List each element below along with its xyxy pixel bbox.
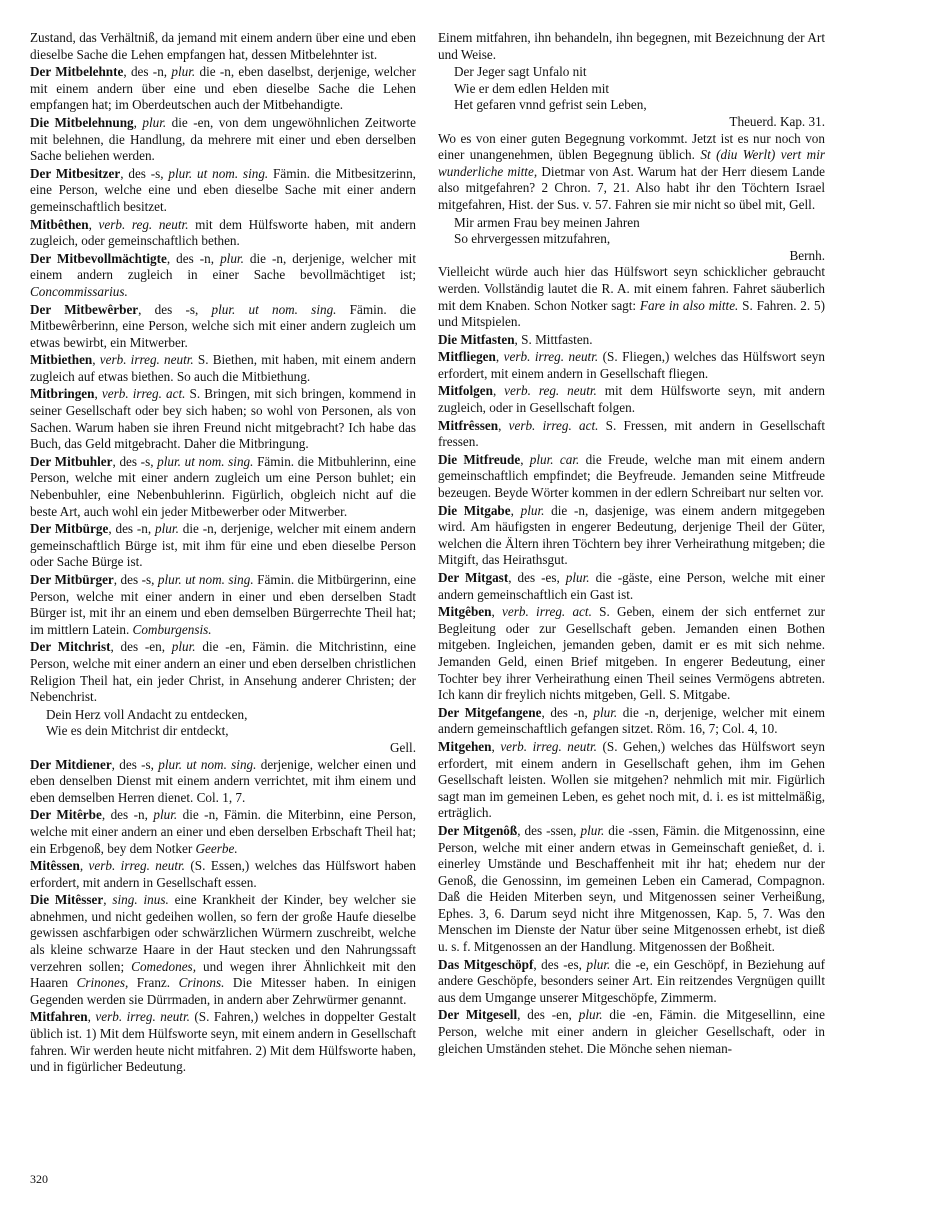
headword: Der Mitbuhler [30, 453, 113, 469]
grammar-note: verb. reg. neutr. [98, 216, 189, 232]
entry-text: , des -es, [508, 570, 566, 585]
grammar-note: verb. irreg. neutr. [95, 1009, 190, 1025]
headword: Mitfahren [30, 1009, 88, 1025]
entry-text: , des -s, [138, 301, 212, 317]
entry-text: , des -n, [108, 521, 156, 537]
headword: Der Mitbürger [30, 572, 114, 587]
headword: Die Mitgabe [438, 502, 511, 518]
entry-text: (S. Gehen,) welches das Hülfswort seyn erfordert, mit einem andern in Gesellschaft gehen, ihm im Gehen Gesellschaft leisten. Wollen sie mitgehen? nehmlich mit mir. Figürlich sagt man im gemeinen Leben, es gehet noch mit, d. i. es ist mittelmäßig, erträglich. [438, 738, 825, 821]
dictionary-entry [30, 217, 416, 250]
grammar-note: verb. irreg. neutr. [88, 858, 185, 874]
entry-text: die -gäste, eine Person, welche mit einer andern gemeinschaftlich ein Gast ist. [438, 570, 825, 602]
dictionary-entry [30, 892, 416, 1008]
verse-line: Dein Herz voll Andacht zu entdecken, [46, 706, 248, 722]
entry-text: die -en, von dem ungewöhnlichen Zeitworte mit belehnen, die Handlung, da mehrere mit einer und eben derselben Sache beliehen werden. [30, 114, 417, 164]
grammar-note: plur. [520, 502, 545, 518]
grammar-note: plur. [155, 521, 179, 537]
entry-text: Fämin. die Mitbürgerinn, eine Person, welche mit einer andern in einer und eben derselben Stadt Bürger ist, mit ihr an einem und eben demselben Bürgerrechte Theil hat; im mittlern Latein. [30, 572, 416, 637]
entry-text: die -n, Fämin. die Miterbinn, eine Person, welche mit einer andern an einer und eben derselben Erbschaft Theil hat; ein Erbgenoß, bey dem Notker [30, 807, 416, 856]
headword: Der Mitbesitzer [30, 165, 121, 181]
entry-text: , des -ssen, [517, 822, 581, 838]
right-column [438, 30, 825, 1058]
grammar-note: Crinons. [178, 975, 225, 991]
dictionary-entry [438, 264, 825, 330]
grammar-note: Fare in also mitte. [639, 297, 739, 313]
entry-text: , des -s, [120, 165, 169, 181]
entry-text: , des -n, [101, 807, 154, 823]
grammar-note: St (diu Werlt) vert mir wunderliche mitte, [438, 147, 825, 179]
grammar-note: plur. [153, 807, 178, 823]
dictionary-entry [438, 823, 825, 956]
grammar-note: plur. [171, 639, 196, 655]
entry-text: , [495, 349, 504, 365]
dictionary-entry [30, 757, 416, 807]
dictionary-entry [30, 572, 416, 638]
entry-text: Fämin. die Mitbuhlerinn, eine Person, welche mit einer andern zugleich um eine Person buhlet; ein Nebenbuhler, eine Nebenbuhlerinn. Figürlich, obgleich nicht auf die beste Art, auch wohl ein jeder Mitbewerber oder Mitwerber. [30, 453, 416, 519]
grammar-note: sing. inus. [112, 892, 169, 908]
entry-text: , des -en, [517, 1007, 579, 1023]
dictionary-entry [30, 64, 416, 114]
entry-text: , [492, 383, 505, 399]
headword: Mitfrêssen [438, 417, 499, 433]
headword: Die Mitfasten [438, 331, 515, 347]
headword: Der Mitêrbe [30, 807, 102, 823]
entry-text: , des -es, [533, 956, 587, 972]
grammar-note: plur. [220, 250, 244, 266]
grammar-note: verb. irreg. act. [508, 417, 599, 433]
entry-text: , [491, 738, 501, 754]
headword: Das Mitgeschöpf [438, 956, 534, 972]
page-number: 320 [30, 1172, 48, 1186]
entry-text: die -n, derjenige, welcher mit einem andern zugleich in einer Sache bevollmächtiget ist; [30, 250, 416, 283]
dictionary-entry [438, 418, 825, 451]
verse-line: Wie er dem edlen Helden mit [454, 80, 610, 96]
entry-text: , des -s, [111, 756, 159, 772]
grammar-note: plur. [580, 822, 605, 838]
entry-text: , [92, 352, 100, 368]
grammar-note: verb. irreg. neutr. [503, 349, 599, 365]
dictionary-entry [438, 332, 825, 349]
entry-text: (S. Fliegen,) welches das Hülfswort seyn erfordert, mit einem andern in Gesellschaft fliegen. [438, 349, 825, 381]
entry-text: , des -en, [110, 639, 172, 655]
entry-text: die -n, dasjenige, was einem andern mitgegeben wird. Am häufigsten in engerer Bedeutung, derjenige Theil der Güter, welchen die Ältern ihren Töchtern bey ihrer Verheirathung mitgeben; die Mitgift, das Heirathsgut. [438, 502, 825, 568]
entry-text: (S. Fahren,) welches in doppelter Gestalt üblich ist. 1) Mit dem Hülfsworte seyn, mit einem andern in Gesellschaft fahren. Wir werden heute nicht mitfahren. 2) Mit dem Hülfsworte haben, und in figürlicher Bedeutung. [30, 1009, 416, 1075]
grammar-note: plur. ut nom. sing. [157, 572, 254, 587]
grammar-note: plur. ut nom. sing. [157, 453, 254, 469]
entry-text: , des -s, [112, 453, 158, 469]
grammar-note: plur. [586, 956, 611, 972]
headword: Die Mitbelehnung [30, 114, 134, 130]
dictionary-entry [30, 251, 416, 301]
headword: Die Mitêsser [30, 892, 104, 908]
entry-text: , [510, 502, 521, 518]
entry-text: Wo es von einer guten Begegnung vorkommt. Jetzt ist es nur noch von einer unangenehmen, üblen Begegnung üblich. [438, 130, 825, 163]
verse-line: Mir armen Frau bey meinen Jahren [454, 214, 640, 230]
verse-source: Gell. [389, 739, 416, 755]
headword: Der Mitgefangene [438, 704, 542, 720]
grammar-note: plur. [565, 570, 590, 585]
dictionary-entry [30, 639, 416, 705]
dictionary-entry [438, 349, 825, 382]
entry-text: mit dem Hülfsworte haben, mit andern zugleich, oder gemeinschaftlich bethen. [30, 216, 417, 249]
entry-text: , [520, 451, 530, 467]
entry-text: , [491, 604, 503, 620]
headword: Mitbêthen [30, 216, 89, 232]
headword: Der Mitchrist [30, 639, 111, 655]
dictionary-entry [30, 454, 416, 520]
entry-text: die -e, ein Geschöpf, in Beziehung auf andere Geschöpfe, besonders seiner Art. Ein reitzendes Vergnügen quillt aus dem Umgange unserer Mitgeschöpfe, Zimmerm. [438, 956, 825, 1005]
entry-text: S. Fressen, mit andern in Gesellschaft fressen. [438, 417, 825, 450]
dictionary-entry [438, 503, 825, 569]
entry-text: Zustand, das Verhältniß, da jemand mit einem andern über eine und eben dieselbe Sache die Lehen empfangen hat, dessen Mitbelehnter ist. [30, 30, 416, 62]
headword: Der Mitbevollmächtigte [30, 250, 167, 266]
entry-text: , [94, 386, 102, 402]
grammar-note: plur. car. [529, 451, 580, 467]
dictionary-entry [30, 115, 416, 165]
dictionary-entry [438, 570, 825, 603]
dictionary-entry [438, 739, 825, 822]
entry-text: , [88, 216, 99, 232]
entry-text: die Freude, welche man mit einem andern gemeinschaftlich empfindet; die Beyfreude. Jemanden seine Mitfreude bezeugen. Beyde Wörter kommen in der edlern Schreibart nur selten vor. [438, 451, 825, 501]
verse-line: Der Jeger sagt Unfalo nit [454, 64, 587, 80]
dictionary-entry [438, 1007, 825, 1057]
dictionary-entry [30, 166, 416, 216]
headword: Mitbiethen [30, 352, 93, 368]
grammar-note: verb. irreg. neutr. [99, 352, 194, 368]
dictionary-entry [30, 858, 416, 891]
grammar-note: verb. irreg. act. [101, 386, 186, 402]
grammar-note: plur. ut nom. sing. [158, 756, 257, 772]
entry-text: die -n, derjenige, welcher mit einem andern gemeinschaftlich gefangen sitzet. Röm. 16, 7; Col. 4, 10. [438, 704, 825, 737]
entry-text: , [103, 892, 113, 908]
entry-text: (S. Essen,) welches das Hülfswort haben erfordert, mit andern in Gesellschaft essen. [30, 858, 416, 890]
entry-text: , [87, 1009, 96, 1025]
grammar-note: verb. reg. neutr. [504, 383, 597, 399]
entry-text: Fämin. die Mitbesitzerinn, eine Person, welche eine und eben dieselbe Sache mit einer andern gemeinschaftlich besitzet. [30, 165, 416, 214]
entry-text: , des -n, [166, 250, 221, 266]
grammar-note: Comburgensis. [132, 621, 212, 637]
grammar-note: Concommissarius. [30, 283, 128, 299]
headword: Der Mitbelehnte [30, 64, 124, 80]
entry-text: mit dem Hülfsworte seyn, mit andern zugleich, oder in Gesellschaft folgen. [438, 383, 825, 416]
entry-text: Fämin. die Mitbewêrberinn, eine Person, welche sich mit einer andern zugleich um etwas bewirbt, ein Mitwerber. [30, 301, 416, 350]
dictionary-entry [438, 705, 825, 738]
grammar-note: verb. irreg. neutr. [500, 738, 597, 754]
headword: Der Mitdiener [30, 756, 112, 772]
entry-text: S. Bringen, mit sich bringen, kommend in seiner Gesellschaft oder bey sich haben; so wohl von Personen, als von Sachen. Warum haben sie ihren Freund nicht mitgebracht? Ich habe das Buch, das Geld mitgebracht. Daher die Mitbringung. [30, 386, 417, 452]
headword: Mitgehen [438, 738, 492, 754]
entry-text: , des -n, [123, 64, 172, 80]
dictionary-entry [30, 1009, 416, 1075]
entry-text: , [498, 417, 509, 433]
entry-text: S. Geben, einem der sich entfernet zur Begleitung oder zur Gesellschaft geben. Jemanden einen Bothen mitgeben. Ingleichen, jemanden geben, damit er es mit sich nehme. Jemanden Geld, einen Brief mitgeben. In engerer Bedeutung, einer Tochter bey ihrer Verheirathung einen Theil seines Vermögens abtreten. Ich kann dir freylich nichts mitgeben, Gell. S. Mitgabe. [438, 604, 825, 703]
dictionary-entry [30, 521, 416, 571]
grammar-note: verb. irreg. act. [502, 604, 592, 620]
headword: Die Mitfreude [438, 451, 521, 467]
grammar-note: Crinones, [76, 975, 129, 991]
dictionary-entry [30, 352, 416, 385]
headword: Der Mitgast [438, 570, 509, 585]
dictionary-entry [438, 957, 825, 1007]
headword: Mitfolgen [438, 383, 493, 399]
entry-text: , des -n, [541, 704, 594, 720]
headword: Der Mitbürge [30, 521, 109, 537]
verse-line: Wie es dein Mitchrist dir entdeckt, [46, 723, 229, 739]
headword: Der Mitgesell [438, 1007, 518, 1023]
entry-text: Vielleicht würde auch hier das Hülfswort seyn schicklicher gebraucht werden. Vollständig lautet die R. A. mit einem fahren. Fahret säuberlich mit dem Knaben. Schon Notker sagt: [438, 264, 825, 313]
entry-text: Franz. [128, 975, 179, 991]
entry-text: und wegen ihrer Ähnlichkeit mit den Haaren [30, 958, 416, 991]
dictionary-entry [438, 452, 825, 502]
entry-text: S. Fahren. 2. 5) und Mitspielen. [438, 297, 825, 330]
dictionary-entry [438, 604, 825, 704]
entry-text: Die Mitesser haben. In einigen Gegenden werden sie Dürrmaden, in andern aber Zehrwürmer genannt. [30, 975, 416, 1007]
dictionary-entry [438, 383, 825, 416]
grammar-note: Comedones, [131, 958, 196, 974]
verse-source: Bernh. [789, 247, 825, 263]
entry-text: derjenige, welcher einen und eben denselben Dienst mit einem andern verrichtet, mit ihm einem und eben demselben Herren dienet. Col. 1, 7. [30, 756, 416, 805]
grammar-note: plur. ut nom. sing. [211, 301, 337, 317]
headword: Der Mitbewêrber [30, 301, 139, 317]
entry-text: , [133, 114, 143, 130]
dictionary-entry [30, 302, 416, 352]
entry-text: die -n, derjenige, welcher mit einem andern gemeinschaftlich Bürge ist, mit ihm für eine und eben dieselbe Person oder Sache Bürge ist. [30, 521, 417, 570]
dictionary-entry [30, 386, 416, 452]
grammar-note: plur. [171, 64, 196, 80]
entry-text: die -en, Fämin. die Mitgesellinn, eine Person, welche mit einer andern in gleicher Gesellschaft, oder in gleichen Umständen stehet. Die Mönche sehen nieman- [438, 1007, 825, 1056]
headword: Der Mitgenôß [438, 822, 518, 838]
verse-source: Theuerd. Kap. 31. [729, 113, 825, 129]
headword: Mitbringen [30, 386, 95, 402]
entry-text: , des -s, [113, 572, 158, 587]
entry-text: Dietmar von Ast. Warum hat der Herr diesem Lande also mitgefahren? 2 Chron. 7, 21. Also habt ihr den Töchtern Israel mitgefahren, Hist. der Sus. v. 57. Fahren sie mir nicht so übel mit, Gell. [438, 163, 825, 212]
dictionary-entry [438, 131, 825, 214]
entry-text: die -en, Fämin. die Mitchristinn, eine Person, welche mit einer andern an einer und eben derselben christlichen Religion Theil hat, ein jeder Christ, in Ansehung anderer Christen; der Nebenchrist. [30, 639, 416, 705]
entry-text: die -n, eben daselbst, derjenige, welcher mit einem andern über eine und eben dieselbe Sache die Lehen empfangen hat; im Oberdeutschen auch der Mitbehandigte. [30, 64, 416, 113]
verse-line: Het gefaren vnnd gefrist sein Leben, [454, 97, 647, 113]
grammar-note: Geerbe. [195, 840, 238, 856]
entry-text: S. Biethen, mit haben, mit einem andern zugleich auf etwas biethen. So auch die Mitbiethung. [30, 352, 416, 384]
grammar-note: plur. [593, 704, 618, 720]
dictionary-entry [30, 807, 416, 857]
entry-text: Einem mitfahren, ihn behandeln, ihn begegnen, mit Bezeichnung der Art und Weise. [438, 30, 825, 62]
grammar-note: plur. [578, 1007, 603, 1023]
headword: Mitgêben [438, 604, 492, 620]
left-column [30, 30, 416, 1077]
entry-text: die -ssen, Fämin. die Mitgenossinn, eine Person, welche mit einer andern etwas in Gemeinschaft genießet, d. i. einerley Umstände und Beschaffenheit mit ihr hat; ehedem nur der Genoß, die Genossinn, im gemeinen Leben ein Camerad, Compagnon. Daß die Heiden Miterben seyn, und Mitgenossen seiner Verheißung, Ephes. 3, 6. Darum seyd nicht ihre Mitgenossen, Kap. 5, 7. Was den Menschen im Dienste der Natur über seine Mitgenossen erhebt, ist dieß u. s. f. Mitgenossen an der Handlung. Mitgenossen der Boßheit. [438, 822, 825, 955]
grammar-note: plur. ut nom. sing. [168, 165, 269, 181]
entry-text: , [79, 858, 89, 874]
headword: Mitêssen [30, 858, 80, 874]
grammar-note: plur. [142, 114, 167, 130]
entry-text: eine Krankheit der Kinder, bey welcher sie abnehmen, und nicht gedeihen wollen, so fern der große Haufe dieselbe gewissen aschfarbigen oder schwärzlichen Würmern zuschreibt, welche als kleine schwarze Haare in der Haut stecken und den Nahrungssaft verzehren sollen; [30, 892, 416, 974]
verse-line: So ehrvergessen mitzufahren, [454, 231, 611, 247]
entry-text: , S. Mittfasten. [514, 331, 593, 347]
headword: Mitfliegen [438, 349, 496, 365]
